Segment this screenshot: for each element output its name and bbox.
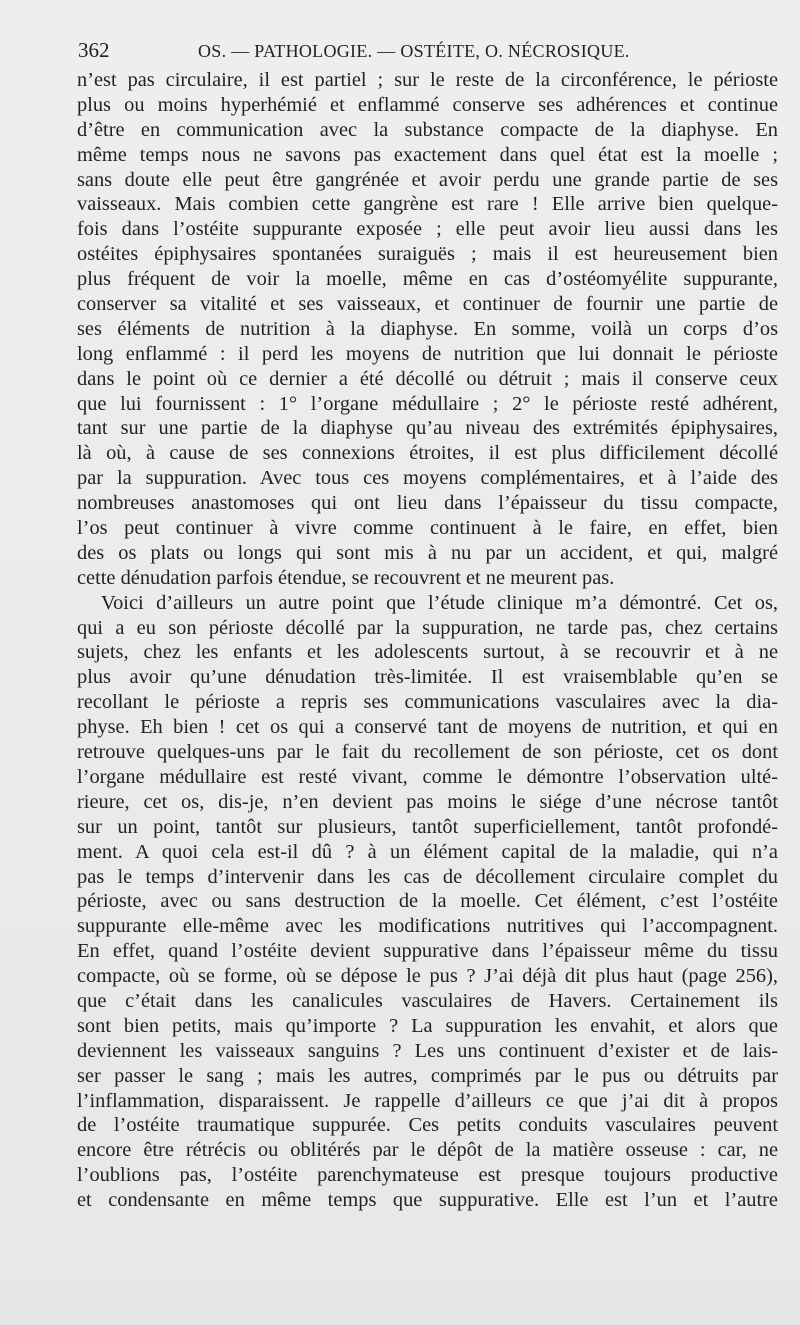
- body-text: [77, 68, 778, 1213]
- text-line: de l’ostéite traumatique suppurée. Ces petits conduits vasculaires peuvent: [77, 1114, 778, 1137]
- text-line: l’organe médullaire est resté vivant, comme le démontre l’observation ulté-: [77, 765, 778, 788]
- text-line: sujets, chez les enfants et les adolescents surtout, à se recouvrir et à ne: [77, 641, 778, 664]
- text-line: là où, à cause de ses connexions étroites, il est plus difficilement décollé: [77, 442, 778, 465]
- text-line: ses éléments de nutrition à la diaphyse. En somme, voilà un corps d’os: [77, 317, 778, 340]
- text-line: compacte, où se forme, où se dépose le pus ? J’ai déjà dit plus haut (page 256),: [77, 965, 778, 988]
- paragraph-2: [77, 591, 778, 1213]
- paragraph-1: [77, 68, 778, 591]
- text-line: retrouve quelques-uns par le fait du recollement de son périoste, cet os dont: [77, 741, 778, 764]
- text-line: sont bien petits, mais qu’importe ? La suppuration les envahit, et alors que: [77, 1014, 778, 1037]
- text-line: vaisseaux. Mais combien cette gangrène est rare ! Elle arrive bien quelque-: [77, 193, 778, 216]
- text-line: nombreuses anastomoses qui ont lieu dans l’épaisseur du tissu compacte,: [77, 492, 778, 515]
- text-line: ment. A quoi cela est-il dû ? à un élément capital de la maladie, qui n’a: [77, 840, 778, 863]
- text-line: l’inflammation, disparaissent. Je rappelle d’ailleurs ce que j’ai dit à propos: [77, 1089, 778, 1112]
- text-line: d’être en communication avec la substance compacte de la diaphyse. En: [77, 118, 778, 141]
- text-line: deviennent les vaisseaux sanguins ? Les uns continuent d’exister et de lais-: [77, 1039, 778, 1062]
- text-line: ostéites épiphysaires spontanées suraiguës ; mais il est heureusement bien: [77, 243, 778, 266]
- text-line: ser passer le sang ; mais les autres, comprimés par le pus ou détruits par: [77, 1064, 778, 1087]
- text-line: suppurante elle-même avec les modifications nutritives qui l’accompagnent.: [77, 915, 778, 938]
- page-header: [78, 38, 740, 68]
- text-line: plus avoir qu’une dénudation très-limitée. Il est vraisemblable qu’en se: [77, 666, 778, 689]
- text-line: physe. Eh bien ! cet os qui a conservé tant de moyens de nutrition, et qui en: [77, 716, 778, 739]
- text-line: fois dans l’ostéite suppurante exposée ; elle peut avoir lieu aussi dans les: [77, 218, 778, 241]
- text-line: périoste, avec ou sans destruction de la moelle. Cet élément, c’est l’ostéite: [77, 890, 778, 913]
- text-line: En effet, quand l’ostéite devient suppurative dans l’épaisseur même du tissu: [77, 940, 778, 963]
- running-head: OS. — PATHOLOGIE. — OSTÉITE, O. NÉCROSIQUE.: [198, 41, 630, 61]
- text-line: encore être rétrécis ou oblitérés par le dépôt de la matière osseuse : car, ne: [77, 1139, 778, 1162]
- text-line: que lui fournissent : 1° l’organe médullaire ; 2° le périoste resté adhérent,: [77, 392, 778, 415]
- text-line: dans le point où ce dernier a été décollé ou détruit ; mais il conserve ceux: [77, 367, 778, 390]
- text-line: et condensante en même temps que suppurative. Elle est l’un et l’autre: [77, 1189, 778, 1212]
- text-line: long enflammé : il perd les moyens de nutrition que lui donnait le périoste: [77, 342, 778, 365]
- text-line: pas le temps d’intervenir dans les cas de décollement circulaire complet du: [77, 865, 778, 888]
- text-line: rieure, cet os, dis-je, n’en devient pas moins le siége d’une nécrose tantôt: [77, 790, 778, 813]
- text-line: cette dénudation parfois étendue, se recouvrent et ne meurent pas.: [77, 566, 615, 589]
- text-line: sans doute elle peut être gangrénée et avoir perdu une grande partie de ses: [77, 168, 778, 191]
- text-line: sur un point, tantôt sur plusieurs, tantôt superficiellement, tantôt profondé-: [77, 815, 778, 838]
- text-line: plus fréquent de voir la moelle, même en cas d’ostéomyélite suppurante,: [77, 268, 778, 291]
- text-line: que c’était dans les canalicules vasculaires de Havers. Certainement ils: [77, 989, 778, 1012]
- text-line: tant sur une partie de la diaphyse qu’au niveau des extrémités épiphysaires,: [77, 417, 778, 440]
- text-line: qui a eu son périoste décollé par la suppuration, ne tarde pas, chez certains: [77, 616, 778, 639]
- text-line: l’oublions pas, l’ostéite parenchymateuse est presque toujours productive: [77, 1164, 778, 1187]
- text-line: même temps nous ne savons pas exactement dans quel état est la moelle ;: [77, 143, 778, 166]
- page-number: 362: [78, 38, 110, 62]
- text-line: des os plats ou longs qui sont mis à nu par un accident, et qui, malgré: [77, 541, 778, 564]
- text-line: par la suppuration. Avec tous ces moyens complémentaires, et à l’aide des: [77, 467, 778, 490]
- text-line: conserver sa vitalité et ses vaisseaux, et continuer de fournir une partie de: [77, 293, 778, 316]
- text-line: l’os peut continuer à vivre comme continuent à le faire, en effet, bien: [77, 517, 778, 540]
- text-line: Voici d’ailleurs un autre point que l’étude clinique m’a démontré. Cet os,: [101, 591, 778, 614]
- text-line: recollant le périoste a repris ses communications vasculaires avec la dia-: [77, 691, 778, 714]
- text-line: plus ou moins hyperhémié et enflammé conserve ses adhérences et continue: [77, 93, 778, 116]
- text-line: n’est pas circulaire, il est partiel ; sur le reste de la circonférence, le périoste: [77, 69, 778, 91]
